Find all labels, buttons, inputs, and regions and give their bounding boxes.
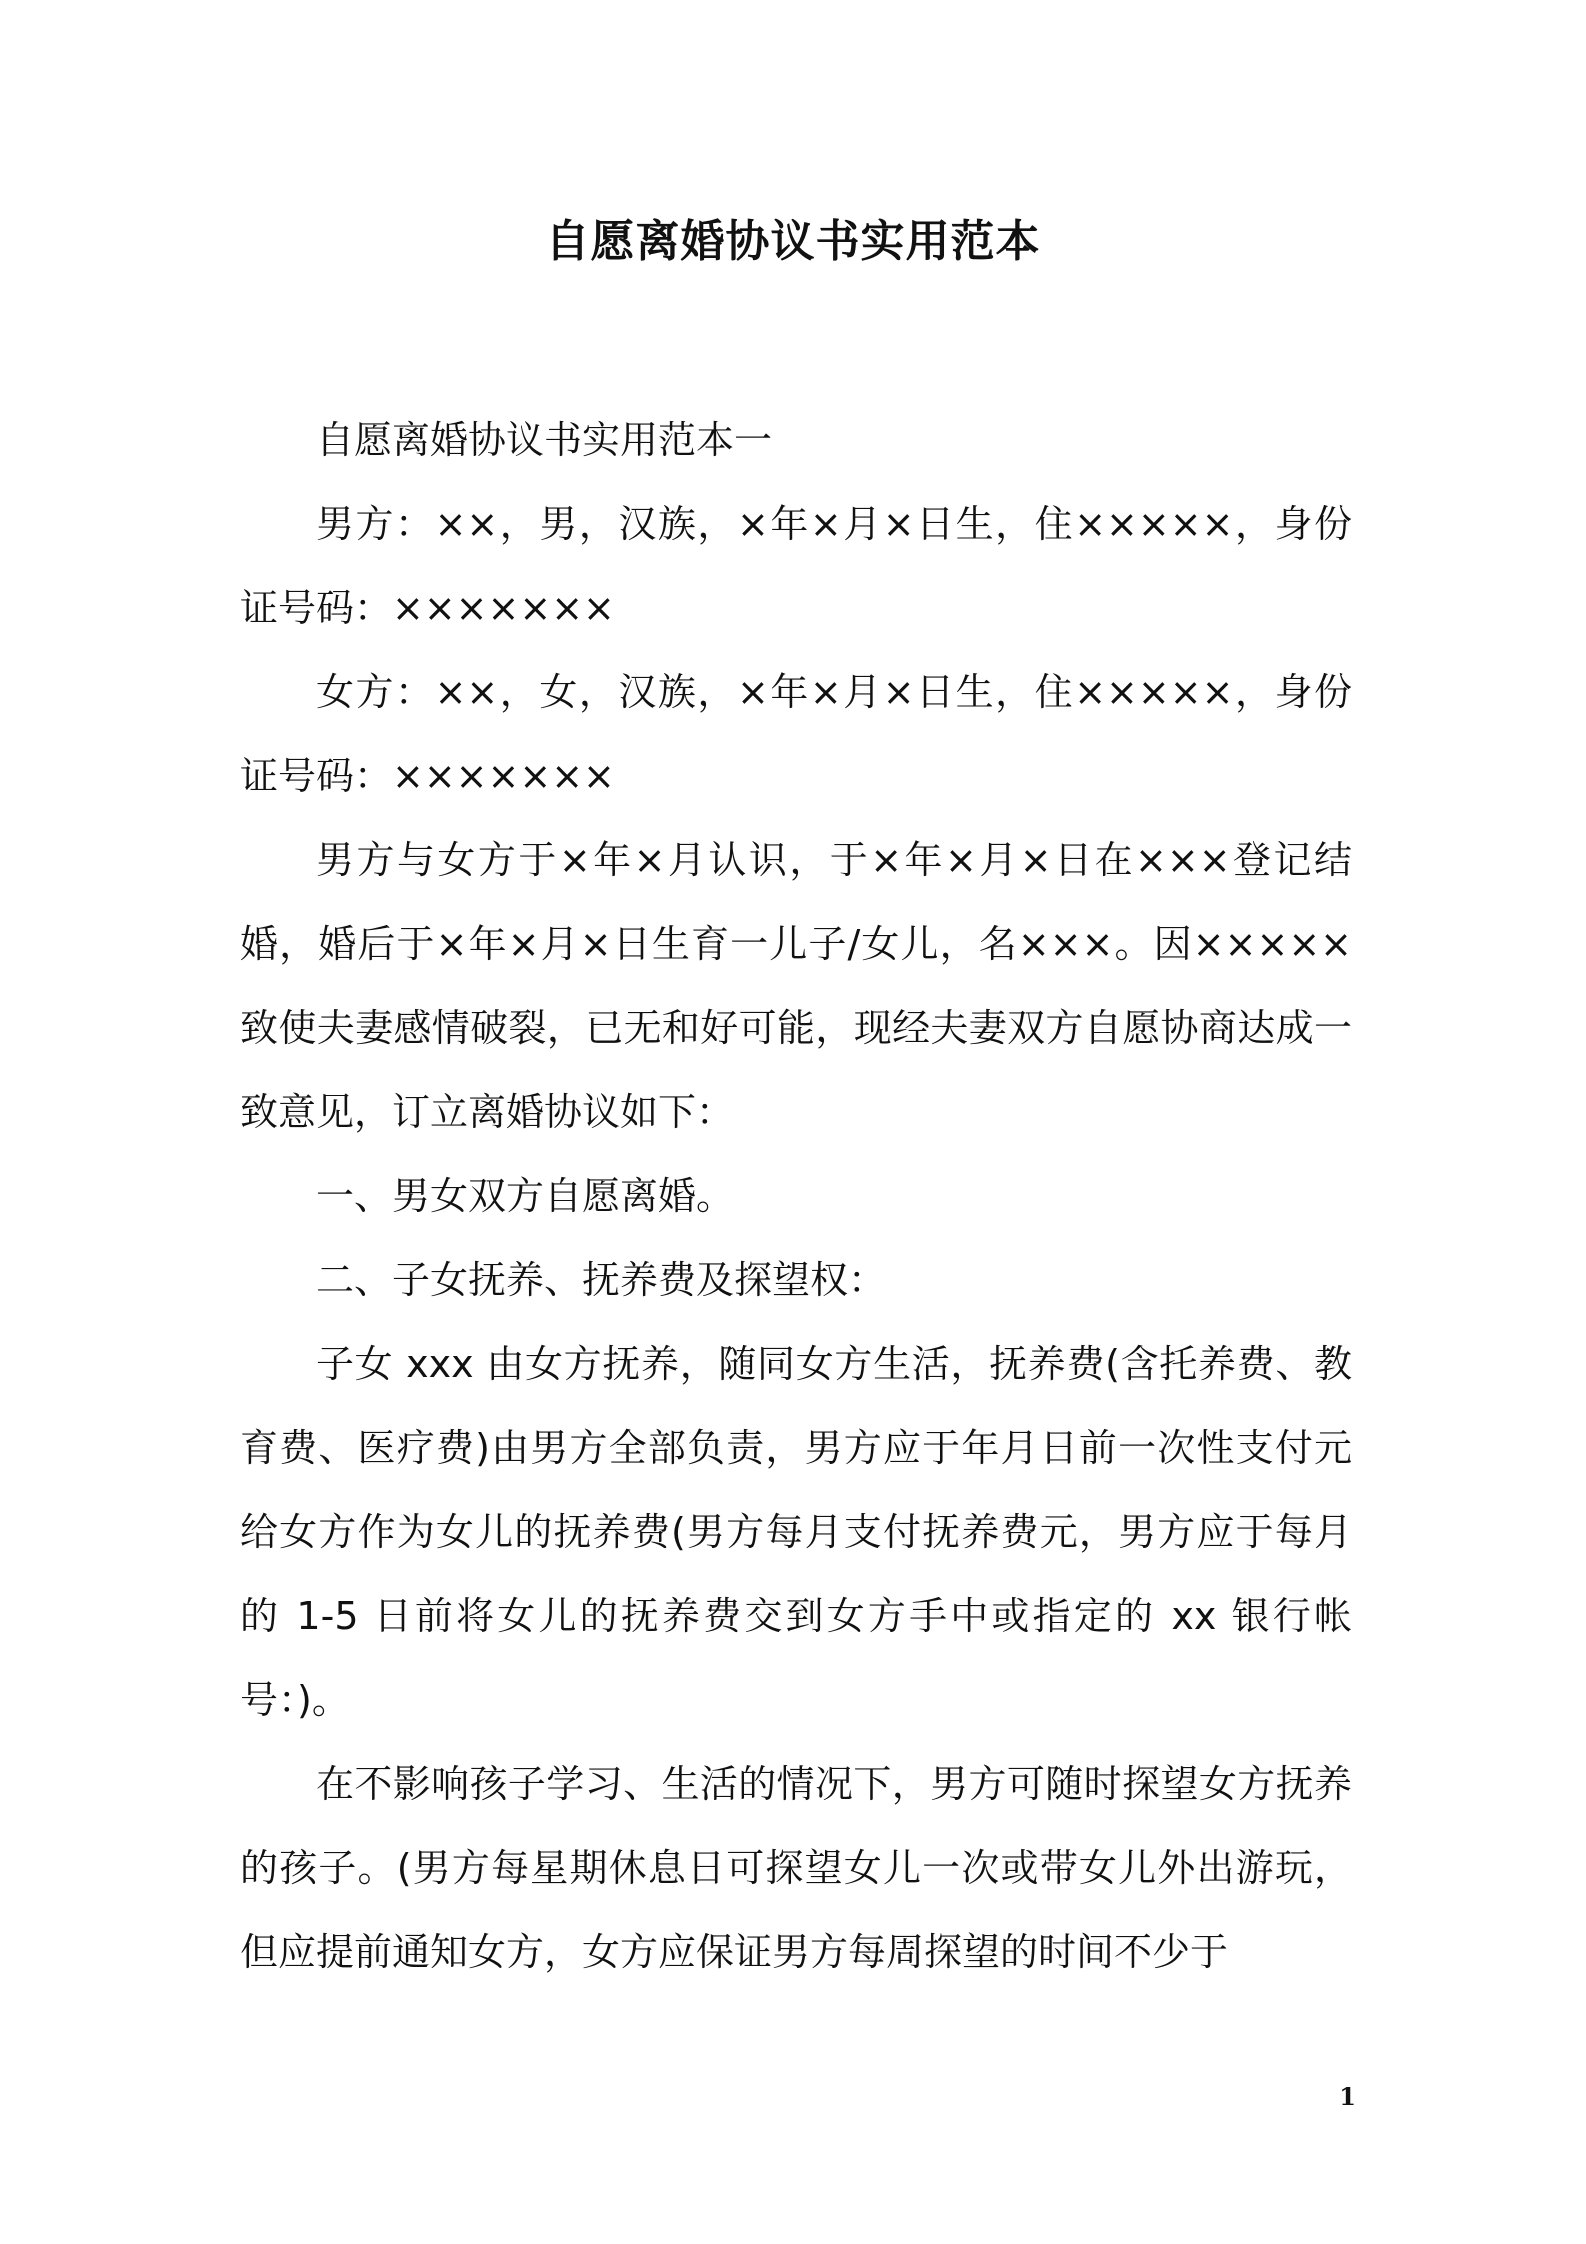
document-body	[240, 398, 1352, 1994]
paragraph-child-support: 子女 xxx 由女方抚养，随同女方生活，抚养费(含托养费、教育费、医疗费)由男方全部负责，男方应于年月日前一次性支付元给女方作为女儿的抚养费(男方每月支付抚养费元，男方应于每月的 1-5 日前将女儿的抚养费交到女方手中或指定的 xx 银行帐号：)。	[240, 1342, 1352, 1722]
paragraph-clause-2-heading: 二、子女抚养、抚养费及探望权：	[316, 1258, 887, 1302]
document-title: 自愿离婚协议书实用范本	[545, 216, 1041, 267]
page-number: 1	[1339, 2082, 1356, 2111]
paragraph-background: 男方与女方于×年×月认识，于×年×月×日在×××登记结婚，婚后于×年×月×日生育一儿子/女儿，名×××。因×××××致使夫妻感情破裂，已无和好可能，现经夫妻双方自愿协商达成一致意见，订立离婚协议如下：	[240, 838, 1352, 1134]
paragraph-subtitle: 自愿离婚协议书实用范本一	[316, 418, 773, 462]
paragraph-male-party: 男方：××，男，汉族，×年×月×日生，住×××××，身份证号码：×××××××	[240, 502, 1352, 630]
paragraph-visitation: 在不影响孩子学习、生活的情况下，男方可随时探望女方抚养的孩子。(男方每星期休息日可探望女儿一次或带女儿外出游玩，但应提前通知女方，女方应保证男方每周探望的时间不少于	[240, 1762, 1352, 1974]
paragraph-clause-1: 一、男女双方自愿离婚。	[316, 1174, 735, 1218]
paragraph-female-party: 女方：××，女，汉族，×年×月×日生，住×××××，身份证号码：×××××××	[240, 670, 1352, 798]
